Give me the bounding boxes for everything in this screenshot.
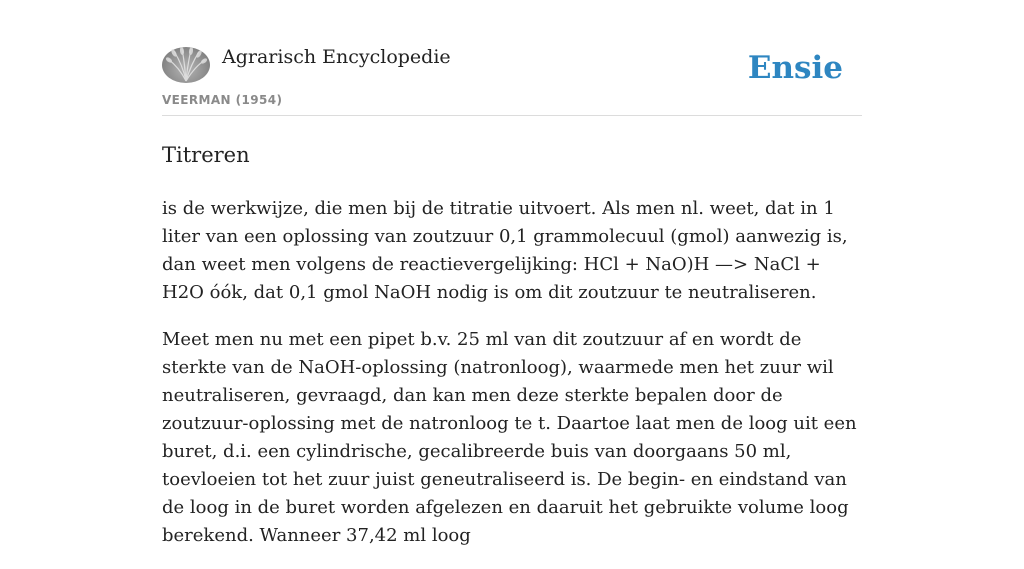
article-paragraph: Meet men nu met een pipet b.v. 25 ml van dit zoutzuur af en wordt de sterkte van de NaOH-oplossing (natronloog), waarmede men het zuur wil neutraliseren, gevraagd, dan kan men deze sterkte bepalen door de zoutzuur-oplossing met de natronloog te t. Daartoe laat men de loog uit een buret, d.i. een cylindrische, gecalibreerde buis van doorgaans 50 ml, toevloeien tot het zuur juist geneutraliseerd is. De begin- en eindstand van de loog in de buret worden afgelezen en daaruit het gebruikte volume loog berekend. Wanneer 37,42 ml loog: [162, 329, 857, 546]
article-title: Titreren: [162, 143, 250, 167]
brand-logo-link[interactable]: Ensie: [747, 50, 843, 86]
header: [162, 40, 862, 116]
author-line: VEERMAN (1954): [162, 93, 283, 107]
article-paragraph: is de werkwijze, die men bij de titratie uitvoert. Als men nl. weet, dat in 1 liter van een oplossing van zoutzuur 0,1 grammolecuul (gmol) aanwezig is, dan weet men volgens de reactievergelijking: HCl + NaO)H —> NaCl + H2O óók, dat 0,1 gmol NaOH nodig is om dit zoutzuur te neutraliseren.: [162, 198, 848, 303]
wheat-sheaf-icon[interactable]: [162, 47, 210, 83]
publication-title[interactable]: Agrarisch Encyclopedie: [222, 46, 451, 68]
article: [162, 138, 862, 569]
